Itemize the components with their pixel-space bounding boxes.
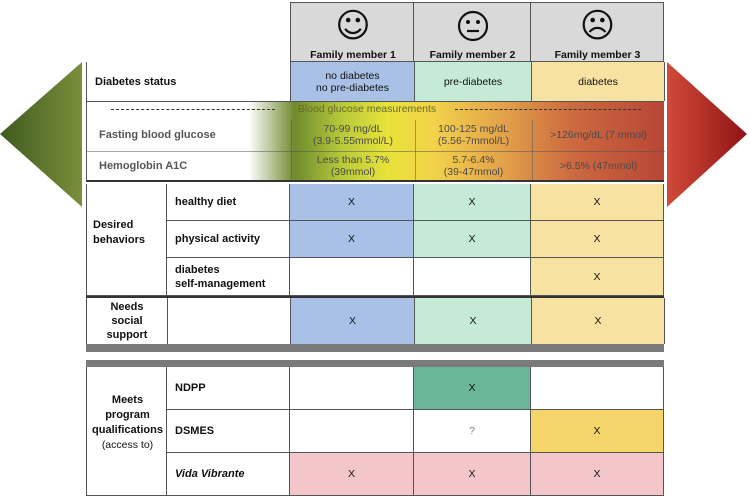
behavior-cell bbox=[414, 258, 531, 295]
support-cell: X bbox=[532, 298, 665, 344]
program-cell bbox=[290, 367, 414, 409]
behavior-cell: X bbox=[290, 184, 414, 220]
behavior-row-activity bbox=[167, 221, 664, 258]
fasting-value: 100-125 mg/dL (5.56-7mmol/L) bbox=[437, 123, 510, 147]
col-divider bbox=[532, 120, 533, 180]
a1c-value: >6.5% (47mmol) bbox=[559, 160, 638, 172]
program-cell: X bbox=[414, 453, 531, 495]
behavior-cell: X bbox=[290, 221, 414, 257]
column-label: Family member 3 bbox=[554, 49, 641, 61]
column-label: Family member 2 bbox=[429, 49, 516, 61]
separator-bar bbox=[86, 360, 664, 367]
program-title: Meets program qualifications bbox=[92, 394, 163, 436]
header-col-2 bbox=[414, 2, 531, 62]
program-sub: (access to) bbox=[101, 439, 154, 451]
status-cell: pre-diabetes bbox=[415, 62, 532, 101]
group-label: Desired behaviors bbox=[93, 219, 145, 246]
dashed-line-left bbox=[111, 109, 275, 110]
program-row-dsmes bbox=[167, 410, 664, 453]
header-col-3 bbox=[531, 2, 664, 62]
social-support-row bbox=[86, 296, 664, 344]
behavior-cell: X bbox=[531, 258, 664, 295]
behavior-cell: X bbox=[531, 184, 664, 220]
column-label: Family member 1 bbox=[310, 49, 396, 61]
behavior-cell: X bbox=[414, 221, 531, 257]
a1c-value: Less than 5.7% (39mmol) bbox=[316, 154, 390, 178]
section-title: Blood glucose measurements bbox=[297, 103, 437, 115]
neutral-face-icon bbox=[414, 8, 531, 44]
fasting-value: 70-99 mg/dL (3.9-5.55mmol/L) bbox=[313, 123, 393, 147]
row-label: Needs social support bbox=[87, 298, 168, 344]
dashed-line-right bbox=[455, 109, 641, 110]
program-cell: X bbox=[531, 453, 664, 495]
diabetes-status-row bbox=[86, 62, 664, 102]
behavior-cell: X bbox=[414, 184, 531, 220]
right-arrow bbox=[663, 62, 750, 207]
row-label: healthy diet bbox=[167, 184, 290, 220]
status-cell: no diabetes no pre-diabetes bbox=[291, 62, 415, 101]
behavior-cell: X bbox=[531, 221, 664, 257]
program-cell bbox=[531, 367, 664, 409]
col-divider bbox=[415, 120, 416, 180]
behavior-cell bbox=[290, 258, 414, 295]
row-label: diabetes self-management bbox=[167, 258, 290, 295]
blood-glucose-section bbox=[86, 102, 664, 182]
program-cell: ? bbox=[414, 410, 531, 452]
a1c-label: Hemoglobin A1C bbox=[99, 160, 188, 172]
row-label: physical activity bbox=[167, 221, 290, 257]
frown-face-icon: ☹ bbox=[579, 6, 616, 46]
header-col-1 bbox=[290, 2, 414, 62]
fasting-label: Fasting blood glucose bbox=[99, 129, 216, 141]
program-label bbox=[86, 367, 167, 496]
program-row-ndpp bbox=[167, 367, 664, 410]
support-cell: X bbox=[415, 298, 532, 344]
a1c-value: 5.7-6.4% (39-47mmol) bbox=[443, 154, 504, 178]
row-label: DSMES bbox=[167, 410, 290, 452]
smile-face-icon: ☺ bbox=[335, 6, 371, 46]
fasting-value: >126mg/dL (7 mmol) bbox=[550, 129, 647, 141]
row-label: Vida Vibrante bbox=[167, 453, 290, 495]
col-divider bbox=[291, 120, 292, 180]
separator-bar bbox=[86, 344, 664, 352]
desired-behaviors-label bbox=[86, 184, 167, 296]
row-label: NDPP bbox=[167, 367, 290, 409]
behavior-row-diet bbox=[167, 184, 664, 221]
program-cell: X bbox=[531, 410, 664, 452]
group-label bbox=[87, 393, 168, 453]
program-cell bbox=[290, 410, 414, 452]
row-label: Diabetes status bbox=[87, 62, 291, 101]
empty-cell bbox=[168, 298, 291, 344]
behavior-row-selfmgmt bbox=[167, 258, 664, 296]
support-cell: X bbox=[291, 298, 415, 344]
program-row-vida bbox=[167, 453, 664, 496]
program-cell: X bbox=[290, 453, 414, 495]
status-cell: diabetes bbox=[532, 62, 665, 101]
left-arrow bbox=[0, 62, 90, 207]
program-cell: X bbox=[414, 367, 531, 409]
